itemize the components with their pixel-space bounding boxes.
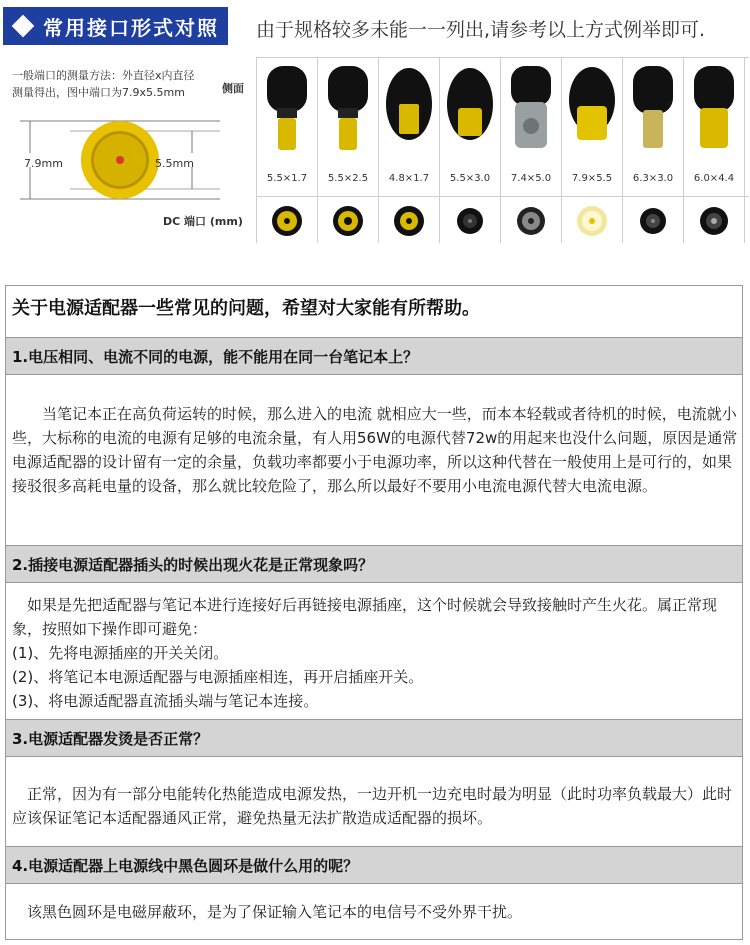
plug-side-icon (385, 64, 433, 154)
measurement-description (12, 67, 195, 101)
dc-port-end-icon (454, 205, 486, 237)
answer-text: 如果是先把适配器与笔记本进行连接好后再链接电源插座，这个时候就会导致接触时产生火花。属正常现象，按照如下操作即可避免： (12, 596, 718, 638)
outer-diameter-label: 7.9mm (24, 157, 63, 170)
question-text: 1.电压相同、电流不同的电源，能不能用在同一台笔记本上？ (12, 348, 419, 366)
dc-port-end-icon (637, 205, 669, 237)
question-text: 3.电源适配器发烫是否正常？ (12, 730, 209, 748)
connector-grid (256, 57, 749, 243)
connector-size: 5.5×2.5 (327, 173, 369, 184)
faq-question-3 (6, 719, 742, 757)
question-text: 2.插接电源适配器插头的时候出现火花是正常现象吗？ (12, 556, 374, 574)
dc-port-end-icon (698, 205, 730, 237)
dc-port-end-icon (271, 205, 303, 237)
connector-size: 7.4×5.0 (510, 173, 552, 184)
plug-side-icon (629, 64, 677, 154)
faq-answer-1 (12, 402, 738, 498)
step-item: (1)、先将电源插座的开关关闭。 (12, 644, 229, 662)
faq-question-2 (6, 545, 742, 583)
plug-side-icon (507, 64, 555, 154)
dc-port-label: DC 端口 (mm) (163, 215, 243, 228)
connector-cell (623, 58, 684, 243)
faq-answer-3 (12, 782, 738, 830)
plug-side-icon (263, 64, 311, 154)
faq-title: 关于电源适配器一些常见的问题，希望对大家能有所帮助。 (12, 298, 480, 319)
measurement-line-2: 测量得出，图中端口为7.9x5.5mm (12, 86, 185, 99)
faq-question-4 (6, 846, 742, 884)
badge-title: 常用接口形式对照 (43, 15, 219, 40)
connector-cell (318, 58, 379, 243)
dc-port-end-icon (515, 205, 547, 237)
diamond-icon (12, 15, 35, 38)
step-item: (3)、将电源适配器直流插头端与笔记本连接。 (12, 692, 319, 710)
connector-cell (684, 58, 745, 243)
side-view-label: 侧面 (222, 82, 244, 95)
answer-text: 正常，因为有一部分电能转化热能造成电源发热，一边开机一边充电时最为明显（此时功率负载最大）此时应该保证笔记本适配器通风正常，避免热量无法扩散造成适配器的损坏。 (12, 785, 733, 827)
faq-panel (5, 285, 743, 940)
connector-cell (379, 58, 440, 243)
faq-answer-2 (12, 593, 738, 713)
section-badge (3, 7, 228, 45)
faq-answer-4 (12, 900, 738, 924)
dc-port-end-icon (332, 205, 364, 237)
connector-cell (501, 58, 562, 243)
connector-size: 6.3×3.0 (632, 173, 674, 184)
plug-side-icon (446, 64, 494, 154)
dc-port-end-icon (393, 205, 425, 237)
connector-size: 5.5×3.0 (449, 173, 491, 184)
dc-port-end-icon (576, 205, 608, 237)
answer-text: 该黑色圆环是电磁屏蔽环，是为了保证输入笔记本的电信号不受外界干扰。 (27, 903, 523, 921)
connector-size: 5.5×1.7 (266, 173, 308, 184)
connector-reference-panel (0, 0, 750, 248)
connector-cell (562, 58, 623, 243)
question-text: 4.电源适配器上电源线中黑色圆环是做什么用的呢？ (12, 857, 359, 875)
connector-size: 4.8×1.7 (388, 173, 430, 184)
measurement-line-1: 一般端口的测量方法：外直径x内直径 (12, 69, 195, 82)
spec-note: 由于规格较多未能一一列出,请参考以上方式例举即可. (256, 19, 706, 41)
answer-text: 当笔记本正在高负荷运转的时候，那么进入的电流 就相应大一些，而本本轻载或者待机的时候，电流就小些，大标称的电流的电源有足够的电流余量，有人用56W的电源代替72w的用起来也没什么问题，原因是通常电源适配器的设计留有一定的余量，负载功率都要小于电源功率，所以这种代替在一般使用上是可行的，如果接驳很多高耗电量的设备，那么就比较危险了，那么所以最好不要用小电流电源代替大电流电源。 (12, 405, 738, 495)
plug-side-icon (568, 64, 616, 154)
faq-question-1 (6, 337, 742, 375)
step-item: (2)、将笔记本电源适配器与电源插座相连，再开启插座开关。 (12, 668, 424, 686)
connector-cell (257, 58, 318, 243)
connector-cell (440, 58, 501, 243)
inner-diameter-label: 5.5mm (155, 157, 194, 170)
plug-side-icon (324, 64, 372, 154)
plug-side-icon (690, 64, 738, 154)
connector-size: 7.9×5.5 (571, 173, 613, 184)
connector-size: 6.0×4.4 (693, 173, 735, 184)
